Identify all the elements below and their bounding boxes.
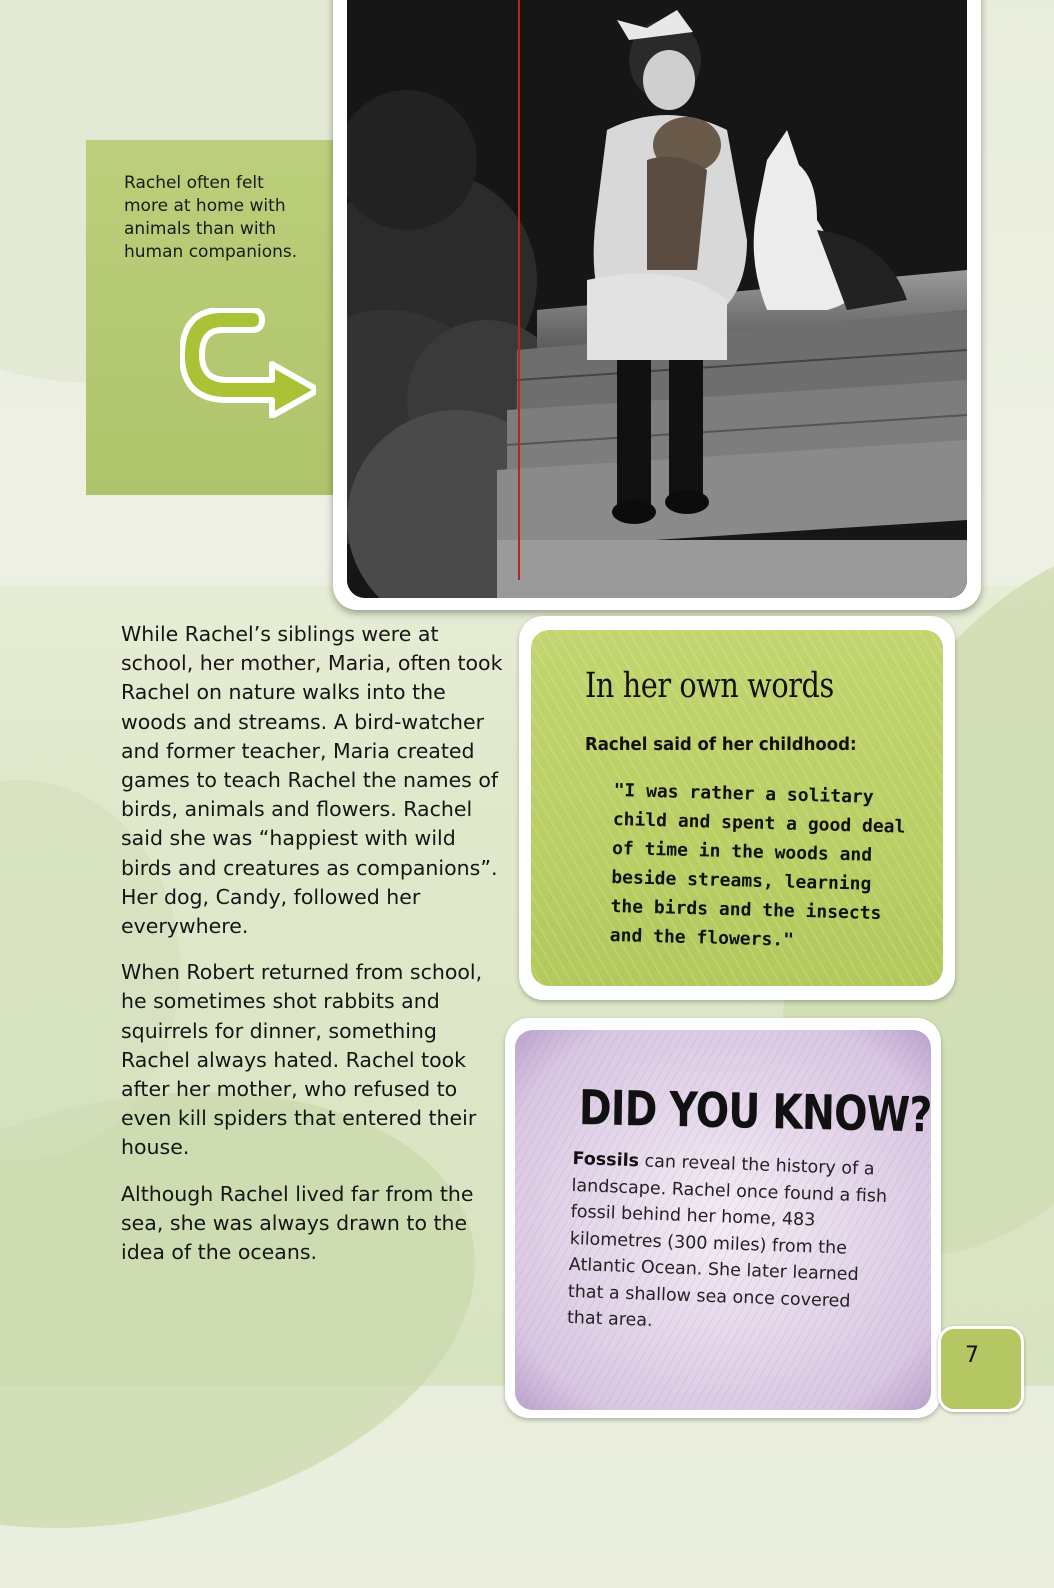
did-you-know-panel [515,1030,931,1410]
quote-title: In her own words [585,666,834,706]
arrow-right-icon [180,308,316,418]
did-you-know-box [505,1018,941,1418]
historical-photo [347,0,967,598]
in-her-own-words-box [519,616,955,1000]
photo-caption [124,172,324,264]
body-paragraph: When Robert returned from school, he sometimes shot rabbits and squirrels for dinner, something Rachel always hated. Rachel took after her mother, who refused to even kill spiders that entered their house. [121,960,483,1160]
page-number: 7 [965,1343,979,1368]
photo-caption-box [86,140,348,495]
quote-line: of time in the woods and [611,837,873,866]
did-you-know-body: can reveal the history of a landscape. Rachel once found a fish fossil behind her home, 483 kilometres (300 miles) from the Atlantic Ocean. She later learned that a shallow sea once covered that area. [566,1151,888,1331]
photo-frame [333,0,981,610]
did-you-know-text [567,1146,893,1343]
page-number-box [938,1326,1024,1412]
caption-line: Rachel often felt [124,173,264,193]
quote-line: the birds and the insects [610,895,882,925]
body-paragraph: Although Rachel lived far from the sea, she was always drawn to the idea of the oceans. [121,1181,474,1265]
caption-line: more at home with [124,196,286,216]
body-text [121,620,511,1284]
quote-line: and the flowers." [609,924,795,951]
quote-line: beside streams, learning [611,866,872,895]
quote-intro: Rachel said of her childhood: [585,734,857,755]
quote-text [609,776,913,958]
body-paragraph: While Rachel’s siblings were at school, her mother, Maria, often took Rachel on nature walks into the woods and streams. A bird-watcher and former teacher, Maria created games to teach Rachel the names of birds, animals and flowers. Rachel said she was “happiest with wild birds and creatures as companions”. Her dog, Candy, followed her everywhere. [121,622,503,939]
caption-line: animals than with [124,219,276,239]
did-you-know-title: DID YOU KNOW? [578,1080,932,1144]
caption-line: human companions. [124,242,298,262]
photo-girl-with-dogs-icon [347,0,967,598]
quote-line: child and spent a good deal [612,808,906,838]
quote-line: "I was rather a solitary [613,779,874,808]
quote-panel [531,630,943,986]
did-you-know-lead: Fossils [572,1148,640,1172]
